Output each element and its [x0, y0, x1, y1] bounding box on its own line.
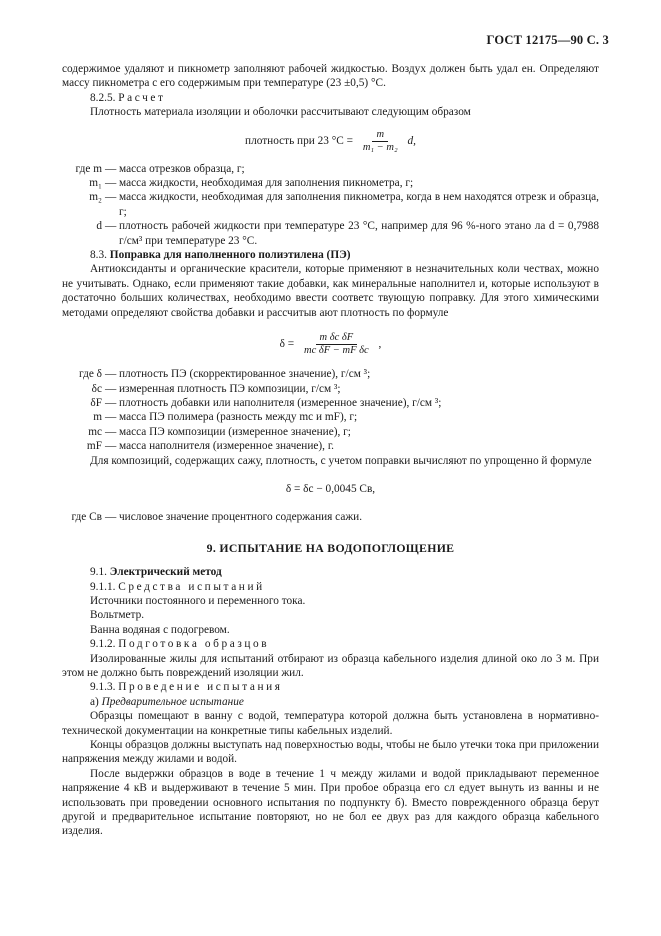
definitions-list-1 [62, 162, 599, 248]
definition-row: где δ — плотность ПЭ (скорректированное значение), г/см ³; [62, 367, 599, 381]
formula-soot: δ = δc − 0,0045 Cв, [285, 482, 376, 495]
item-title: Предварительное испытание [101, 695, 244, 708]
definition-row: δF — плотность добавки или наполнителя (измеренное значение), г/см ³; [62, 396, 599, 410]
item-a [62, 695, 599, 709]
formula-rhs: , [378, 338, 382, 351]
subsection-9-1-3 [62, 680, 599, 694]
definition-text: масса наполнителя (измеренное значение), г. [119, 440, 334, 453]
definition-symbol: где m [75, 162, 102, 175]
formula-corrected-density [62, 332, 599, 357]
subsection-8-2-5 [62, 91, 599, 105]
definition-text: плотность ПЭ (скорректированное значение), г/см ³; [119, 368, 371, 381]
paragraph-ends: Концы образцов должны выступать над поверхностью воды, чтобы не было утечки тока при приложении напряжения между жилами и водой. [62, 739, 599, 766]
page-content [62, 62, 599, 839]
subsection-9-1-2 [62, 637, 599, 651]
definition-symbol: δc [91, 382, 102, 395]
definition-row: m₁ — масса жидкости, необходимая для заполнения пикнометра, г; [62, 176, 599, 190]
definition-text: масса жидкости, необходимая для заполнения пикнометра, когда в нем находятся отрезк и образца, г; [119, 191, 599, 218]
subsection-title: Подготовка образцов [118, 638, 270, 651]
equipment-item: Ванна водяная с подогревом. [90, 623, 230, 636]
subsection-number: 9.1.1. [90, 580, 116, 593]
definition-symbol: mF [86, 440, 102, 453]
equipment-item: Вольтметр. [90, 609, 145, 622]
subsection-title: Средства испытаний [118, 580, 265, 593]
definition-text: масса ПЭ полимера (разность между mc и mF), г; [119, 411, 358, 424]
subsection-title: Поправка для наполненного полиэтилена (ПЭ) [109, 249, 351, 262]
equipment-item: Источники постоянного и переменного тока. [90, 594, 306, 607]
subsection-title: Расчет [118, 91, 166, 104]
formula-rhs: d, [407, 134, 416, 147]
definition-symbol: m₂ [89, 191, 102, 204]
subsection-number: 9.1.3. [90, 681, 116, 694]
subsection-number: 8.2.5. [90, 91, 116, 104]
paragraph-bath: Образцы помещают в ванну с водой, температура которой должна быть установлена в нормативно-технической документации на конкретные типы кабельных изделий. [62, 710, 599, 737]
definition-symbol: где Cв [71, 511, 102, 524]
formula-denominator: m₁ − m₂ [362, 141, 398, 153]
paragraph-voltage: После выдержки образцов в воде в течение 1 ч между жилами и водой прикладывают переменное напряжение 4 кВ и выдерживают в течение 5 мин. При пробое образца его сл едует вынуть из ванны и не использовать при проведении основного испытания по подпункту б). Вместо поврежденного образца берут другой и предварительное испытание повторяют, но не бол ее двух раз для каждого образца кабельного изделия. [62, 767, 599, 838]
definition-symbol: m₁ [89, 177, 102, 190]
definition-row: d — плотность рабочей жидкости при температуре 23 °С, например для 96 %-ного этано ла d = 0,7988 г/см³ при температуре 23 °С. [62, 219, 599, 248]
definition-row: где m — масса отрезков образца, г; [62, 162, 599, 176]
definition-text: масса жидкости, необходимая для заполнения пикнометра, г; [119, 177, 414, 190]
definition-text: плотность рабочей жидкости при температуре 23 °С, например для 96 %-ного этано ла d = 0,7988 г/см³ при температуре 23 °С. [119, 220, 599, 247]
subsection-9-1-1 [62, 580, 599, 594]
subsection-title: Проведение испытания [118, 681, 283, 694]
formula-fraction [359, 129, 402, 154]
formula-lhs: плотность при 23 °С = [245, 134, 353, 147]
definitions-list-2 [62, 367, 599, 453]
paragraph-continuation: содержимое удаляют и пикнометр заполняют рабочей жидкостью. Воздух должен быть удал ен. Определяют массу пикнометра с его содержимым при температуре (23 ±0,5) °С. [62, 63, 599, 90]
definition-text: масса ПЭ композиции (измеренное значение), г; [119, 425, 351, 438]
definition-row: m — масса ПЭ полимера (разность между mc и mF), г; [62, 410, 599, 424]
definition-row: m₂ — масса жидкости, необходимая для заполнения пикнометра, когда в нем находятся отрезк и образца, г; [62, 190, 599, 219]
subsection-title: Электрический метод [109, 566, 222, 579]
definitions-list-3 [62, 510, 599, 524]
definition-text: измеренная плотность ПЭ композиции, г/см ³; [119, 382, 341, 395]
paragraph-soot: Для композиций, содержащих сажу, плотность, с учетом поправки вычисляют по упрощенно й формуле [90, 454, 592, 467]
definition-symbol: d [96, 220, 102, 233]
paragraph-samples: Изолированные жилы для испытаний отбирают из образца кабельного изделия длиной око ло 3 м. При этом не должно быть повреждений изоляции жил. [62, 652, 599, 679]
definition-row: δc — измеренная плотность ПЭ композиции, г/см ³; [62, 382, 599, 396]
paragraph-additives: Антиоксиданты и органические красители, которые применяют в незначительных коли чествах, можно не учитывать. Однако, если применяют такие добавки, как минеральные наполнител и, которые используют в достаточно больших количествах, необходимо ввести соответс твующую поправку. Для этого химическими методами определяют свойства добавки и рассчитыв ают плотность по формуле [62, 263, 599, 319]
definition-row: где Cв — числовое значение процентного содержания сажи. [62, 510, 599, 524]
definition-text: плотность добавки или наполнителя (измеренное значение), г/см ³; [119, 396, 442, 409]
formula-lhs: δ = [279, 338, 295, 351]
page-header: ГОСТ 12175—90 С. 3 [486, 33, 609, 47]
formula-denominator: mc δF − mF δc [304, 345, 369, 357]
subsection-8-3 [62, 248, 599, 262]
subsection-9-1 [62, 565, 599, 579]
section-9-title: 9. ИСПЫТАНИЕ НА ВОДОПОГЛОЩЕНИЕ [206, 540, 455, 555]
formula-numerator: m δc δF [316, 332, 358, 345]
definition-symbol: где δ [79, 368, 102, 381]
definition-text: числовое значение процентного содержания сажи. [119, 511, 363, 524]
formula-fraction [300, 332, 373, 357]
definition-row: mF — масса наполнителя (измеренное значение), г. [62, 439, 599, 453]
item-marker: а) [90, 695, 99, 708]
subsection-number: 9.1.2. [90, 638, 116, 651]
subsection-number: 8.3. [90, 249, 107, 262]
subsection-number: 9.1. [90, 566, 107, 579]
definition-symbol: mc [88, 425, 102, 438]
paragraph-density-intro: Плотность материала изоляции и оболочки рассчитывают следующим образом [90, 106, 471, 119]
definition-symbol: δF [90, 396, 102, 409]
formula-numerator: m [372, 129, 388, 142]
definition-symbol: m [93, 411, 102, 424]
definition-text: масса отрезков образца, г; [119, 162, 245, 175]
definition-row: mc — масса ПЭ композиции (измеренное значение), г; [62, 425, 599, 439]
formula-density [62, 129, 599, 154]
